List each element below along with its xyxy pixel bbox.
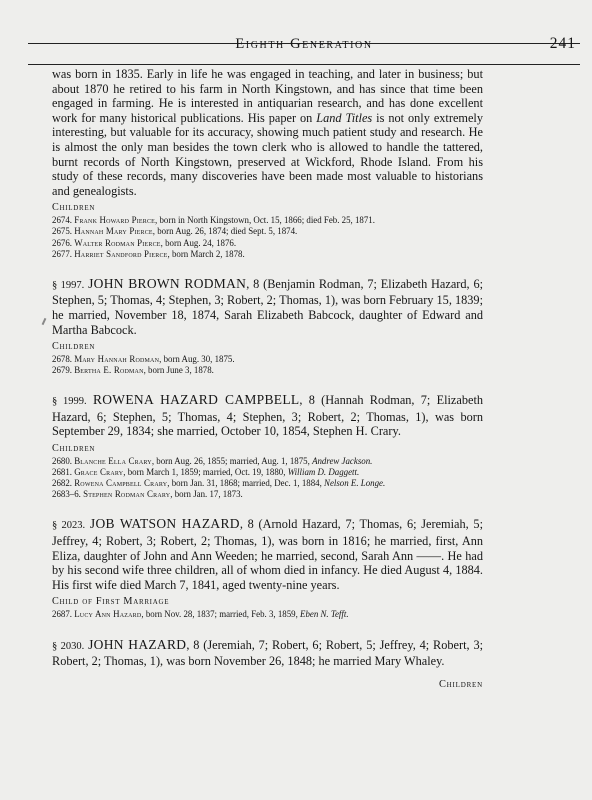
child-number: 2677. <box>52 248 72 259</box>
child-entry <box>52 489 483 500</box>
child-entry <box>52 467 483 478</box>
child-number: 2681. <box>52 467 72 478</box>
child-entry <box>52 249 483 260</box>
child-spouse: Eben N. Tefft. <box>300 609 349 620</box>
child-entry <box>52 456 483 467</box>
child-entry <box>52 215 483 226</box>
child-number: 2679. <box>52 365 72 376</box>
child-name: Blanche Ella Crary <box>74 456 152 467</box>
child-name: Hannah Mary Pierce <box>74 226 153 237</box>
child-name: Frank Howard Pierce <box>74 215 156 226</box>
child-details: , born in North Kingstown, Oct. 15, 1866; died Feb. 25, 1871. <box>155 215 375 226</box>
children-heading: Children <box>52 443 96 455</box>
child-spouse: Andrew Jackson. <box>312 456 373 467</box>
entry-paragraph <box>52 517 483 592</box>
child-details: , born Aug. 24, 1876. <box>160 237 237 248</box>
section-number: § 1997. <box>52 279 85 291</box>
section-number: § 2023. <box>52 520 86 532</box>
entry-text: , 8 (Arnold Hazard, 7; Thomas, 6; Jeremiah, 5; Jeffrey, 4; Robert, 3; Robert, 2; Thomas, 1), was born in 1816; he married, first, Ann Eliza, daughter of John and Ann Weeden; he married, second, Sarah Ann ——. He had by his second wife three children, all of whom died in infancy. He died August 4, 1884. His first wife died March 7, 1841, aged twenty-nine years. <box>52 517 483 592</box>
child-number: 2687. <box>52 609 72 620</box>
genealogy-entry <box>52 517 483 620</box>
page-body <box>52 67 483 690</box>
child-number: 2683–6. <box>52 489 81 500</box>
child-name: Rowena Campbell Crary <box>74 478 168 489</box>
child-details: , born Jan. 31, 1868; married, Dec. 1, 1884, <box>167 478 325 489</box>
child-entry <box>52 226 483 237</box>
paper-title: Land Titles <box>316 110 373 125</box>
trailing-children-heading: Children <box>438 678 483 690</box>
child-number: 2674. <box>52 215 72 226</box>
child-details: , born Jan. 17, 1873. <box>170 489 243 500</box>
section-number: § 1999. <box>52 396 87 408</box>
children-heading: Children <box>52 202 96 214</box>
child-details: , born Nov. 28, 1837; married, Feb. 3, 1859, <box>141 609 301 620</box>
genealogy-entry <box>52 277 483 377</box>
child-entry <box>52 354 483 365</box>
intro-text: was born in 1835. Early in life he was engaged in teaching, and later in business; but about 1870 he retired to his farm in North Kingstown, and has since that time been engaged in farming. He is interested in antiquarian research, and has done excellent work for many historical publications. His paper on Land Titles is not only extremely interesting, but valuable for its accuracy, showing much patient study and research. He is almost the only man besides the town clerk who is allowed to handle the tattered, burnt records of North Kingstown, preserved at Wickford, Rhode Island. From his study of these records, many discoveries have been made most valuable to historians and genealogists. <box>52 67 483 198</box>
child-details: , born Aug. 26, 1874; died Sept. 5, 1874. <box>152 226 298 237</box>
child-details: , born Aug. 26, 1855; married, Aug. 1, 1875, <box>151 456 313 467</box>
entry-paragraph <box>52 638 483 669</box>
child-entry <box>52 478 483 489</box>
genealogy-entry <box>52 638 483 669</box>
running-header <box>28 36 580 60</box>
children-heading: Child of First Marriage <box>52 596 170 608</box>
children-heading: Children <box>52 341 96 353</box>
child-name: Grace Crary <box>74 467 124 478</box>
child-name: Walter Rodman Pierce <box>74 237 161 248</box>
child-name: Harriet Sandford Pierce <box>74 248 168 259</box>
person-name: JOB WATSON HAZARD <box>89 516 240 532</box>
genealogy-entry <box>52 393 483 500</box>
child-name: Bertha E. Rodman <box>74 365 144 376</box>
child-number: 2675. <box>52 226 72 237</box>
person-name: JOHN HAZARD <box>88 636 187 652</box>
entry-paragraph <box>52 277 483 337</box>
child-details: , born March 2, 1878. <box>167 248 245 259</box>
entry-paragraph <box>52 393 483 439</box>
intro-children-list <box>52 215 483 259</box>
child-number: 2682. <box>52 478 72 489</box>
child-spouse: William D. Daggett. <box>287 467 360 478</box>
intro-paragraph <box>52 67 483 198</box>
header-rule-bottom <box>28 64 580 65</box>
person-name: JOHN BROWN RODMAN <box>88 275 247 291</box>
entry-text: , 8 (Benjamin Rodman, 7; Elizabeth Hazard, 6; Stephen, 5; Thomas, 4; Stephen, 3; Robert, 2; Thomas, 1), was born February 15, 1839; he married, November 18, 1874, Sarah Elizabeth Babcock, daughter of Edward and Martha Babcock. <box>52 276 484 337</box>
child-number: 2680. <box>52 456 72 467</box>
child-details: , born Aug. 30, 1875. <box>159 354 235 365</box>
child-name: Mary Hannah Rodman <box>74 354 160 365</box>
child-name: Stephen Rodman Crary <box>83 489 171 500</box>
child-spouse: Nelson E. Longe. <box>324 478 386 489</box>
entry-text: , 8 (Hannah Rodman, 7; Elizabeth Hazard, 6; Stephen, 5; Thomas, 4; Stephen, 3; Robert, 2; Thomas, 1), was born September 29, 1834; she married, October 10, 1854, Stephen H. Crary. <box>52 393 484 439</box>
running-title: Eighth Generation <box>235 36 373 52</box>
child-entry <box>52 365 483 376</box>
child-number: 2678. <box>52 354 72 365</box>
section-number: § 2030. <box>52 640 85 652</box>
child-name: Lucy Ann Hazard <box>74 609 142 620</box>
child-entry <box>52 238 483 249</box>
child-details: , born June 3, 1878. <box>143 365 214 376</box>
page-number: 241 <box>549 35 576 52</box>
child-details: , born March 1, 1859; married, Oct. 19, 1880, <box>123 467 288 478</box>
child-number: 2676. <box>52 237 72 248</box>
entry-text: , 8 (Jeremiah, 7; Robert, 6; Robert, 5; Jeffrey, 4; Robert, 3; Robert, 2; Thomas, 1), was born November 26, 1848; he married Mary Whaley. <box>52 637 484 669</box>
person-name: ROWENA HAZARD CAMPBELL <box>92 392 300 408</box>
child-entry <box>52 609 483 620</box>
margin-mark <box>42 318 47 325</box>
